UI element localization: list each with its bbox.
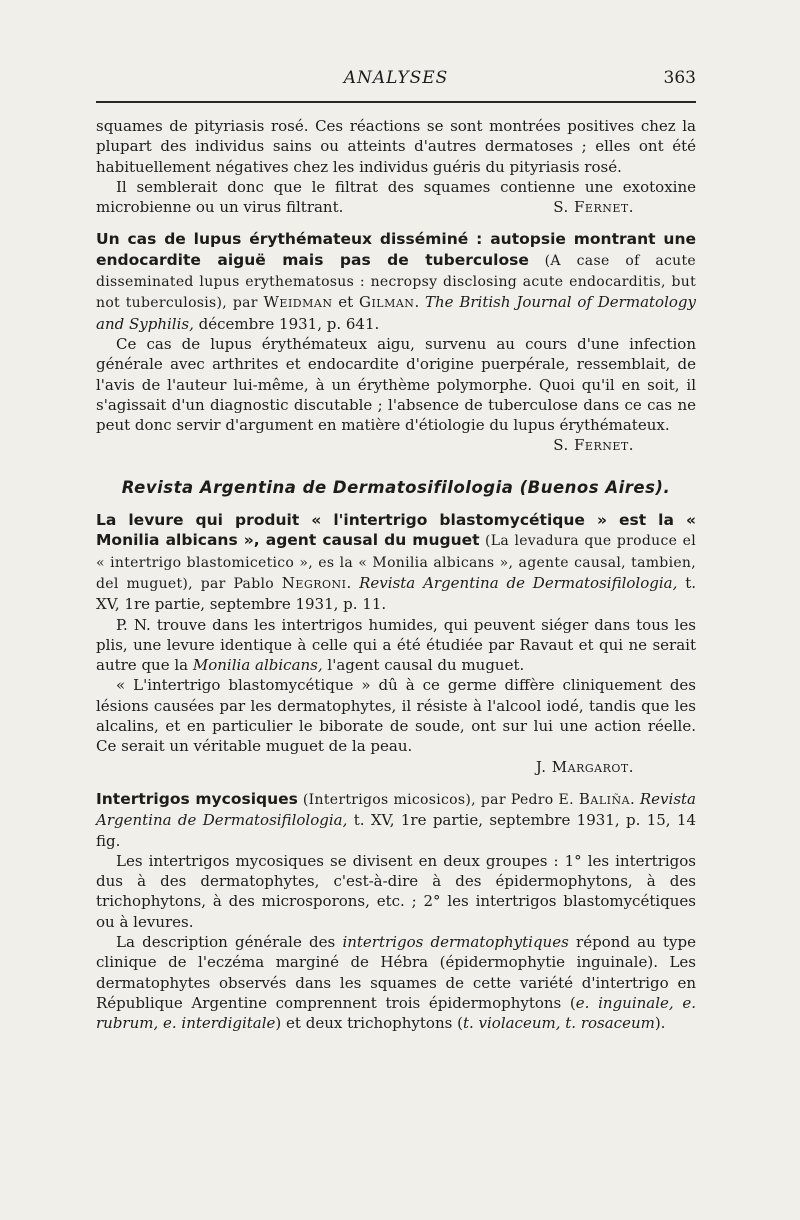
article-intertrigos-body-2-b: répond au type clinique de l'eczéma marginé de Hébra (épidermophytie inguinale). Les dermatophytes observés dans les squames de cette variété d'intertrigo en République Argentine comprennent trois épidermophytons ( [96,932,696,1012]
article-lupus-body [96,334,696,455]
article-lupus-heading [96,229,696,333]
article-intertrigos-title: Intertrigos mycosiques [96,789,298,808]
running-title: ANALYSES [343,68,449,88]
intro-paragraph-2 [96,177,696,218]
article-monilia-dot: . [346,573,360,592]
intro-paragraph-1: squames de pityriasis rosé. Ces réactions se sont montrées positives chez la plupart des individus sains ou atteints d'autres dermatoses ; elles ont été habituellement négatives chez les individus guéris du pityriasis rosé. [96,117,696,176]
article-intertrigos-body-2-a: La description générale des [116,932,343,951]
article-monilia-title: La levure qui produit « l'intertrigo blastomycétique » est la « Monilia albicans », agent causal du muguet [96,511,696,550]
article-lupus-et: et [332,293,359,312]
page-number: 363 [663,68,696,88]
article-intertrigos-body-2 [96,932,696,1033]
article-lupus-author-2: Gilman [358,293,415,312]
article-lupus-title: Un cas de lupus érythémateux disséminé : autopsie montrant une endocardite aiguë mais pas de tuberculose [96,230,696,269]
article-monilia-heading [96,510,696,614]
article-lupus-dot: . [414,293,426,312]
intro-paragraph-2-text: Il semblerait donc que le filtrat des squames contienne une exotoxine microbienne ou un virus filtrant. [96,177,696,217]
article-intertrigos-author: Baliña [578,789,631,808]
article-intertrigos-body-2-em-2: e. inguinale, e. rubrum, e. interdigitale [96,993,697,1033]
article-intertrigos-journal: Revista Argentina de Dermatosifilologia, [96,789,696,830]
article-lupus-author-1: Weidman [263,293,333,312]
signature-fernet-2: S. Fernet. [553,436,634,455]
article-intertrigos-heading [96,789,696,851]
article-lupus-translation: (A case of acute disseminated lupus erythematosus : necropsy disclosing acute endocarditis, but not tuberculosis), par [96,252,696,312]
article-monilia-body-1 [96,615,696,676]
article-monilia-translation: (La levadura que produce el « intertrigo blastomicetico », es la « Monilia albicans », agente causal, tambien, del muguet), par Pablo [96,533,696,592]
journal-section-heading: Revista Argentina de Dermatosifilologia (Buenos Aires). [121,477,671,497]
signature-margarot: J. Margarot. [535,757,634,776]
article-monilia-body-1-post: l'agent causal du muguet. [322,656,525,675]
article-intertrigos-translation: (Intertrigos micosicos), par Pedro E. [297,791,579,808]
article-intertrigos-dot: . [630,789,640,808]
article-monilia-journal: Revista Argentina de Dermatosifilologia, [359,573,678,592]
page-content [96,116,696,1033]
article-intertrigos-body-2-c: ) et deux trichophytons ( [275,1014,463,1033]
article-intertrigos-body-2-em-1: intertrigos dermatophytiques [342,932,569,951]
article-intertrigos-body-1: Les intertrigos mycosiques se divisent en deux groupes : 1° les intertrigos dus à des dermatophytes, c'est-à-dire à des épidermophytons, à des trichophytons, à des microsporons, etc. ; 2° les intertrigos blastomycétiques ou à levures. [96,851,696,931]
article-monilia-body-1-pre: P. N. trouve dans les intertrigos humides, qui peuvent siéger dans tous les plis, une levure identique à celle qui a été étudiée par Ravaut et qui ne serait autre que la [96,615,696,675]
page-header [96,66,696,94]
header-rule [96,101,696,103]
article-monilia-author: Negroni [281,573,347,592]
article-monilia-body-2: « L'intertrigo blastomycétique » dû à ce germe diffère cliniquement des lésions causées par les dermatophytes, il résiste à l'alcool iodé, tandis que les alcalins, et en particulier le biborate de soude, ont sur lui une action réelle. Ce serait un véritable muguet de la peau. [96,676,696,756]
article-lupus-citation: décembre 1931, p. 641. [193,314,380,333]
article-lupus [96,229,696,455]
article-monilia [96,510,696,777]
article-monilia-body-1-em: Monilia albicans, [192,656,323,675]
article-lupus-journal: The British Journal of Dermatology and Syphilis, [96,293,696,333]
article-intertrigos-citation: t. XV, 1re partie, septembre 1931, p. 15, 14 fig. [96,811,696,850]
article-intertrigos-body-2-em-3: t. violaceum, t. rosaceum [462,1014,655,1033]
signature-fernet-1: S. Fernet. [553,198,634,217]
article-monilia-citation: t. XV, 1re partie, septembre 1931, p. 11. [96,573,696,614]
article-lupus-body-text: Ce cas de lupus érythémateux aigu, survenu au cours d'une infection générale avec arthrites et endocardite d'origine puerpérale, ressemblait, de l'avis de l'auteur lui-même, à un érythème polymorphe. Quoi qu'il en soit, il s'agissait d'un diagnostic discutable ; l'absence de tuberculose dans ce cas ne peut donc servir d'argument en matière d'étiologie du lupus érythémateux. [96,334,696,435]
article-intertrigos-body-2-d: ). [654,1014,666,1033]
article-intertrigos [96,789,696,1034]
